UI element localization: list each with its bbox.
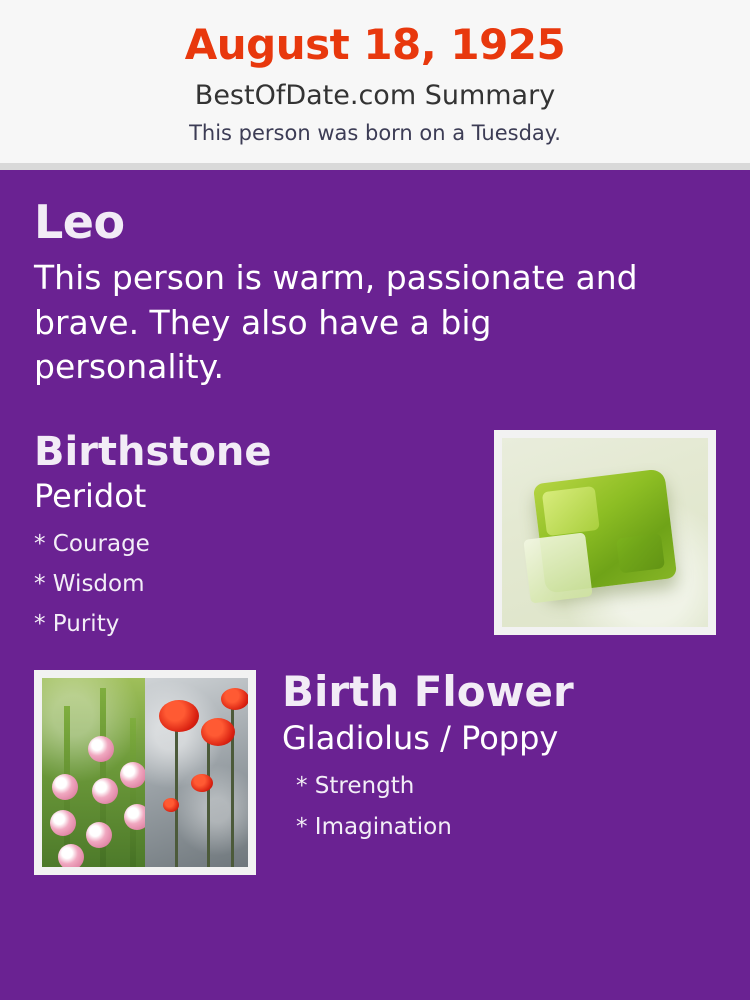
birthstone-section: [34, 430, 716, 636]
birth-flower-section: [34, 667, 716, 875]
birthstone-trait: * Courage: [34, 530, 150, 557]
content-panel: [0, 170, 750, 1000]
birthstone-text: [34, 430, 494, 636]
birthstone-image-frame: [494, 430, 716, 635]
site-subtitle: BestOfDate.com Summary: [194, 80, 556, 112]
birth-flower-trait: * Imagination: [296, 813, 452, 840]
zodiac-description: This person is warm, passionate and brave. They also have a big personality.: [34, 258, 638, 387]
page-title: August 18, 1925: [184, 20, 566, 69]
birthstone-trait: * Purity: [34, 611, 120, 638]
header: [0, 0, 750, 163]
gladiolus-poppy-photo: [42, 678, 248, 867]
zodiac-sign-name: Leo: [34, 194, 125, 249]
birthstone-title: Birthstone: [34, 428, 272, 475]
birth-flower-image-frame: [34, 670, 256, 875]
born-day-note: This person was born on a Tuesday.: [189, 120, 561, 145]
birth-flower-text: [256, 667, 716, 840]
header-divider: [0, 163, 750, 170]
birthstone-name: Peridot: [34, 476, 147, 515]
gladiolus-photo-half: [42, 678, 145, 867]
poppy-photo-half: [145, 678, 248, 867]
peridot-gemstone-photo: [502, 438, 708, 627]
birthstone-trait: * Wisdom: [34, 571, 145, 598]
birth-flower-trait: * Strength: [296, 773, 415, 800]
birth-flower-name: Gladiolus / Poppy: [282, 719, 559, 758]
gem-facet-icon: [523, 533, 592, 604]
birth-flower-title: Birth Flower: [282, 667, 574, 717]
